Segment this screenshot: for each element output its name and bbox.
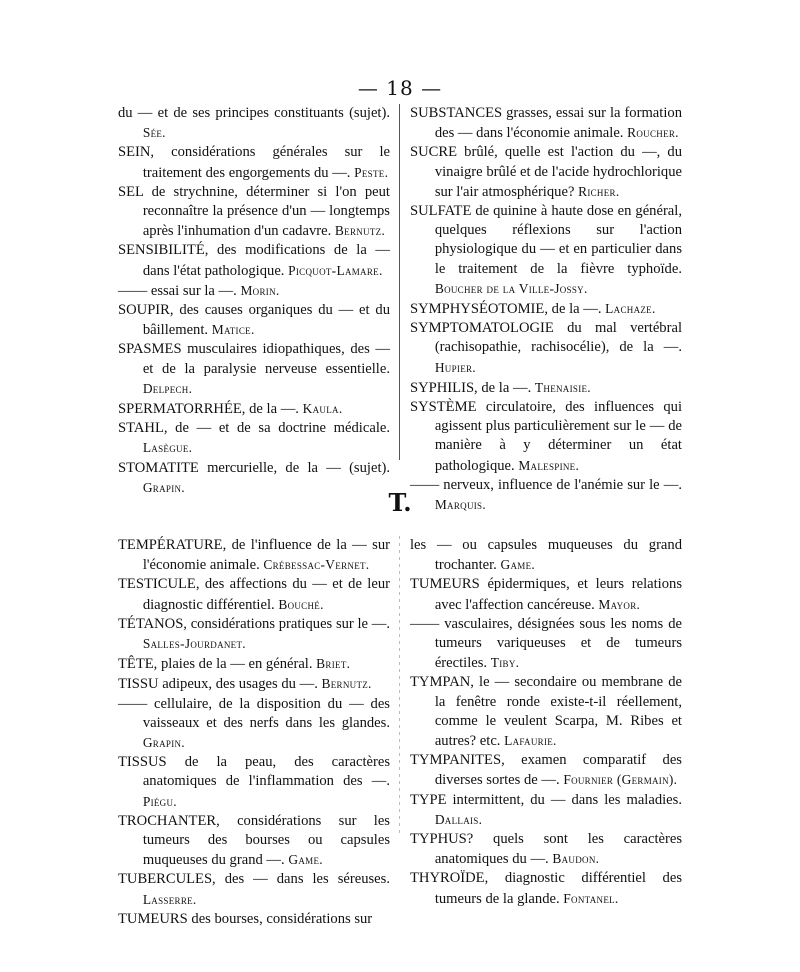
index-entry [118, 536, 390, 575]
entry-author: Morin. [240, 282, 280, 298]
entry-text: de la —. [481, 379, 532, 396]
entry-author: Thenaisie. [534, 379, 591, 395]
index-column-bottom-right [410, 536, 682, 909]
index-entry [410, 751, 682, 790]
entry-heading: TUMEURS [410, 576, 480, 593]
entry-author: Sée. [142, 125, 166, 141]
entry-text: essai sur la —. [150, 282, 237, 299]
index-entry [410, 791, 682, 830]
index-entry [118, 301, 390, 340]
entry-text: nerveux, influence de l'anémie sur le —. [443, 476, 682, 493]
entry-text: de la peau, des caractères anatomiques de l'inflammation des —. [142, 754, 390, 790]
entry-text: de quinine à haute dose en général, quelques réflexions sur l'action physiologique du — et en particulier dans le traitement de la fièvre typhoïde. [434, 203, 682, 277]
entry-heading: TISSU [118, 676, 159, 693]
entry-heading: —— [118, 282, 148, 299]
entry-heading: TYPHUS? [410, 831, 474, 848]
entry-text: vasculaires, désignées sous les noms de tumeurs variqueuses et de tumeurs érectiles. [434, 615, 682, 672]
entry-author: Grapin. [142, 735, 185, 751]
entry-author: Lasserre. [142, 891, 197, 907]
entry-author: Piégu. [142, 793, 177, 809]
index-entry [118, 910, 390, 929]
index-entry [410, 536, 682, 575]
entry-author: Boucher de la Ville-Jossy. [434, 280, 588, 296]
index-column-bottom-left [118, 536, 390, 929]
entry-heading: TUBERCULES, [118, 871, 216, 888]
entry-author: Roucher. [627, 125, 679, 141]
entry-text: circulatoire, des influences qui agissent plus particulièrement sur le — de manière à y déterminer un état pathologique. [434, 399, 683, 474]
index-entry [410, 299, 682, 319]
entry-author: Marquis. [434, 497, 487, 513]
entry-text: des affections du — et de leur diagnostic différentiel. [142, 576, 390, 613]
entry-text: de — et de sa doctrine médicale. [175, 420, 390, 437]
entry-text: plaies de la — en général. [160, 656, 313, 673]
entry-heading: —— [410, 615, 440, 632]
entry-heading: SENSIBILITÉ, [118, 242, 209, 259]
entry-author: Peste. [354, 164, 389, 180]
entry-author: Tiby. [490, 655, 520, 671]
column-divider-dotted [399, 536, 400, 836]
entry-author: Fontanel. [563, 890, 619, 906]
entry-heading: —— [410, 476, 440, 493]
entry-text: adipeux, des usages du —. [162, 676, 318, 693]
entry-text: du mal vertébral (rachisopathie, rachisocélie), de la —. [434, 320, 682, 356]
entry-heading: TYMPANITES, [410, 752, 505, 769]
entry-text: de la —. [551, 301, 602, 318]
column-divider [399, 104, 400, 460]
entry-heading: SYMPHYSÉOTOMIE, [410, 301, 548, 318]
entry-heading: SEIN, [118, 144, 155, 161]
entry-text: les — ou capsules muqueuses du grand trochanter. [410, 537, 682, 574]
entry-heading: TYMPAN, [410, 674, 474, 691]
entry-heading: TUMEURS [118, 910, 188, 927]
page-number: — 18 — [357, 76, 443, 100]
index-entry [118, 812, 390, 871]
index-entry [118, 654, 390, 674]
entry-author: Mayor. [598, 596, 641, 612]
index-entry [410, 615, 682, 674]
entry-author: Lachaze. [605, 301, 656, 317]
index-column-top-right [410, 104, 682, 515]
index-entry [118, 695, 390, 754]
entry-text: quels sont les caractères anatomiques du —. [434, 831, 683, 868]
index-entry [118, 241, 390, 280]
entry-heading: SPERMATORRHÉE, [118, 401, 246, 418]
entry-text: musculaires idiopathiques, des — et de la paralysie nerveuse essentielle. [142, 341, 390, 377]
entry-author: Bouché. [278, 596, 324, 612]
entry-author: Lafaurie. [504, 733, 557, 749]
entry-author: Richer. [578, 183, 620, 199]
index-entry [410, 104, 682, 143]
entry-heading: TROCHANTER, [118, 812, 220, 829]
index-entry [118, 281, 390, 301]
entry-author: Picquot-Lamare. [288, 262, 383, 278]
entry-heading: SYPHILIS, [410, 379, 478, 396]
entry-author: Baudon. [552, 851, 600, 867]
section-letter: T. [388, 488, 412, 517]
entry-text: cellulaire, de la disposition du — des vaisseaux et des nerfs dans les glandes. [142, 695, 390, 731]
index-entry [118, 674, 390, 694]
index-entry [410, 143, 682, 202]
entry-text: de l'influence de la — sur l'économie animale. [142, 537, 390, 574]
entry-heading: SULFATE [410, 203, 472, 220]
entry-text: considérations pratiques sur le —. [190, 615, 390, 632]
entry-text: considérations sur les tumeurs des bourses ou capsules muqueuses du grand —. [142, 812, 390, 869]
entry-text: mercurielle, de la — (sujet). [207, 459, 391, 476]
entry-author: Grapin. [142, 479, 185, 495]
index-entry [410, 398, 682, 476]
entry-heading: SEL [118, 183, 144, 200]
entry-text: épidermiques, et leurs relations avec l'affection cancéreuse. [434, 576, 682, 613]
index-entry [118, 340, 390, 399]
entry-heading: SUBSTANCES [410, 105, 503, 121]
entry-text: des bourses, considérations sur [191, 910, 373, 927]
entry-author: Crébessac-Vernet. [263, 557, 370, 573]
index-entry [118, 575, 390, 614]
entry-heading: SOUPIR, [118, 302, 174, 319]
entry-author: Bernutz. [334, 223, 386, 239]
index-entry [118, 183, 390, 242]
entry-text: de strychnine, déterminer si l'on peut reconnaître la présence d'un — longtemps après l'inhumation d'un cadavre. [142, 183, 390, 240]
entry-text: examen comparatif des diverses sortes de —. [434, 752, 682, 789]
entry-text: des causes organiques du — et du bâillement. [142, 302, 391, 339]
index-entry [410, 319, 682, 378]
entry-author: Kaula. [302, 401, 343, 417]
entry-heading: SYMPTOMATOLOGIE [410, 320, 554, 337]
entry-heading: TÊTE, [118, 656, 158, 673]
index-entry [118, 143, 390, 182]
entry-text: des — dans les séreuses. [224, 871, 390, 888]
entry-text: brûlé, quelle est l'action du —, du vinaigre brûlé et de l'acide hydrochlorique sur l'air atmosphérique? [434, 144, 683, 200]
entry-author: Malespine. [518, 457, 580, 473]
entry-text: le — secondaire ou membrane de la fenêtre ronde existe-t-il réellement, comme le veulent Scarpa, M. Ribes et autres? etc. [434, 674, 683, 750]
index-entry [410, 575, 682, 614]
entry-author: Delpech. [142, 380, 193, 396]
entry-text: considérations générales sur le traitement des engorgements du —. [142, 144, 390, 181]
entry-heading: SUCRE [410, 144, 458, 161]
entry-heading: SPASMES [118, 341, 182, 358]
index-entry [118, 399, 390, 419]
index-entry [410, 202, 682, 299]
entry-heading: TÉTANOS, [118, 615, 187, 632]
entry-author: Matice. [211, 322, 255, 338]
entry-text: du — et de ses principes constituants (sujet). [118, 105, 390, 121]
index-entry [410, 378, 682, 398]
entry-text: grasses, essai sur la formation des — dans l'économie animale. [434, 105, 682, 142]
index-entry [118, 870, 390, 909]
entry-heading: STAHL, [118, 420, 168, 437]
entry-author: Fournier (Germain). [563, 772, 678, 788]
entry-heading: TEMPÉRATURE, [118, 537, 227, 553]
entry-author: Hupier. [434, 359, 476, 375]
entry-author: Game. [500, 557, 536, 573]
entry-heading: TYPE [410, 791, 447, 808]
entry-heading: STOMATITE [118, 459, 199, 476]
entry-author: Lasègue. [142, 440, 193, 456]
entry-author: Salles-Jourdanet. [142, 636, 246, 652]
entry-heading: SYSTÈME [410, 399, 477, 416]
index-entry [410, 673, 682, 751]
entry-heading: TESTICULE, [118, 576, 200, 593]
entry-author: Game. [288, 852, 323, 868]
index-entry [118, 615, 390, 654]
index-entry [118, 419, 390, 458]
entry-text: de la —. [249, 401, 299, 418]
entry-author: Briet. [316, 656, 351, 672]
entry-heading: THYROÏDE, [410, 870, 489, 887]
entry-heading: TISSUS [118, 754, 167, 771]
entry-text: intermittent, du — dans les maladies. [452, 791, 682, 808]
entry-text: des modifications de la — dans l'état pathologique. [142, 242, 391, 279]
entry-text: diagnostic différentiel des tumeurs de la glande. [434, 870, 682, 907]
entry-author: Bernutz. [321, 676, 372, 692]
index-column-top-left [118, 104, 390, 498]
entry-heading: —— [118, 695, 148, 712]
index-entry [410, 869, 682, 908]
entry-author: Dallais. [434, 811, 483, 827]
index-entry [118, 104, 390, 143]
index-entry [410, 830, 682, 869]
index-entry [118, 753, 390, 812]
